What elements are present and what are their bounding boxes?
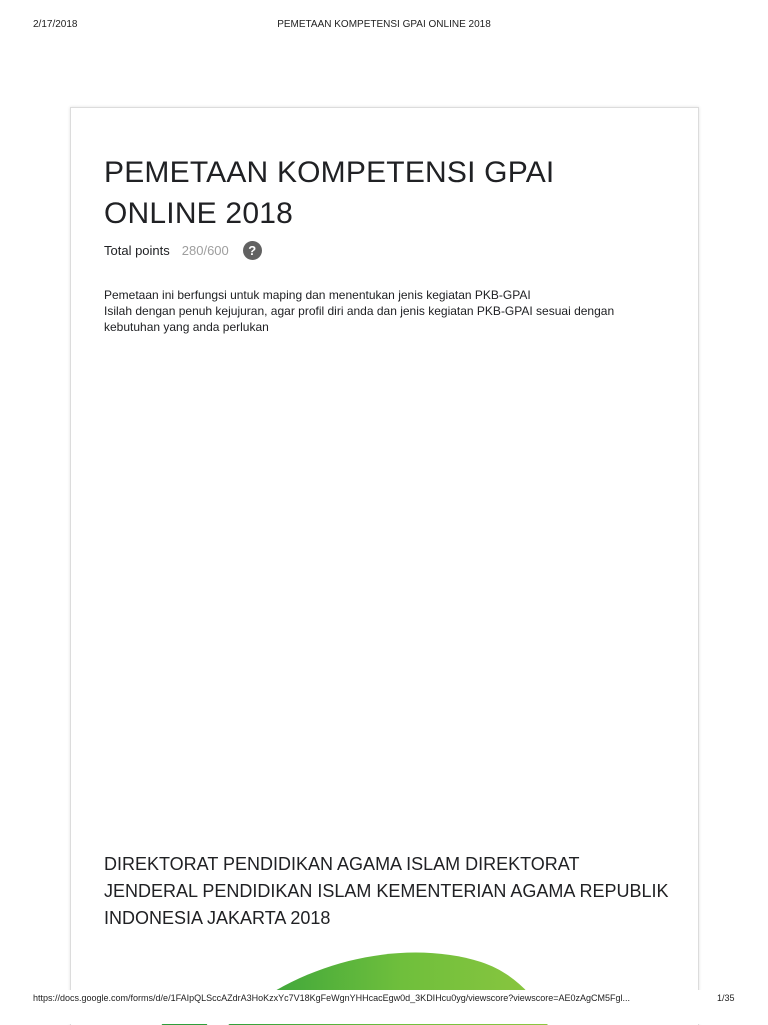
print-url: https://docs.google.com/forms/d/e/1FAIpQLSccAZdrA3HoKzxYc7V18KgFeWgnYHHcacEgw0d_3KDIHcu0yg/viewscore?viewscore=AE0zAgCM5Fgl... (33, 993, 631, 1003)
help-icon[interactable]: ? (243, 241, 262, 260)
total-points-value: 280/600 (181, 242, 229, 258)
print-page-title: PEMETAAN KOMPETENSI GPAI ONLINE 2018 (277, 19, 491, 30)
form-description (104, 287, 664, 335)
form-header-card (70, 107, 699, 1025)
print-page-number: 1/35 (717, 993, 735, 1003)
total-points-label: Total points (104, 242, 170, 258)
print-date: 2/17/2018 (33, 19, 78, 30)
organization-title: DIREKTORAT PENDIDIKAN AGAMA ISLAM DIREKTORAT JENDERAL PENDIDIKAN ISLAM KEMENTERIAN AGAMA REPUBLIK INDONESIA JAKARTA 2018 (104, 854, 669, 928)
description-line: Pemetaan ini berfungsi untuk maping dan menentukan jenis kegiatan PKB-GPAI (104, 288, 531, 302)
description-line: Isilah dengan penuh kejujuran, agar profil diri anda dan jenis kegiatan PKB-GPAI sesuai dengan kebutuhan yang anda perlukan (104, 304, 615, 334)
print-header (0, 0, 768, 36)
print-footer (0, 990, 768, 1024)
total-points-row (104, 238, 262, 262)
form-title: PEMETAAN KOMPETENSI GPAI ONLINE 2018 (104, 156, 555, 230)
